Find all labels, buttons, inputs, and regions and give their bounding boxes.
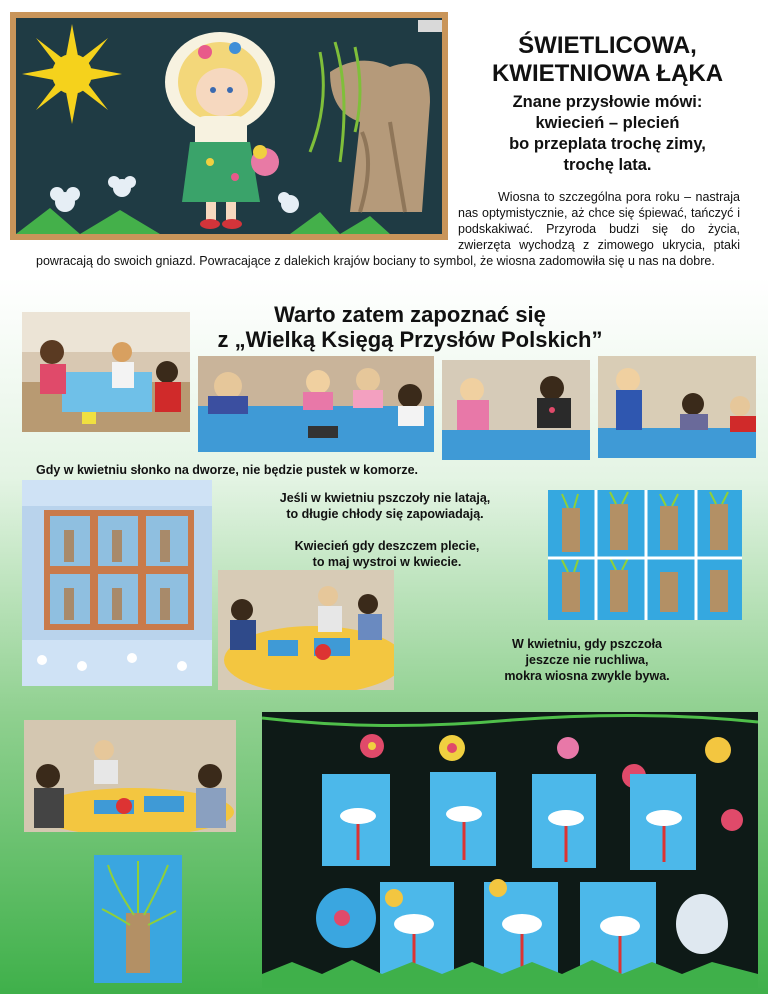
proverb-caption: Gdy w kwietniu słonko na dworze, nie będzie pustek w komorze. — [36, 463, 419, 477]
photo-round-table — [218, 570, 394, 690]
proverb-line: trochę lata. — [563, 156, 652, 174]
photo-storks-board — [262, 712, 758, 988]
photo-children-painting-1 — [22, 312, 190, 432]
intro-paragraph — [36, 189, 740, 269]
heading-line: z „Wielką Księgą Przysłów Polskich” — [217, 327, 603, 352]
title-line: KWIETNIOWA ŁĄKA — [491, 60, 724, 87]
proverb-line: kwiecień – plecień — [535, 114, 680, 132]
photo-tree-artworks — [548, 490, 742, 620]
caption-line: mokra wiosna zwykle bywa. — [504, 669, 670, 683]
caption-line: Kwiecień gdy deszczem plecie, — [294, 539, 480, 553]
proverb-line: Znane przysłowie mówi: — [512, 93, 703, 111]
photo-window-trees — [22, 480, 212, 686]
caption-line: W kwietniu, gdy pszczoła — [511, 637, 663, 651]
proverb-intro — [455, 92, 760, 176]
page-title — [455, 32, 760, 88]
proverb-caption — [220, 490, 550, 522]
photo-children-painting-4 — [598, 356, 756, 458]
proverb-caption — [222, 538, 552, 570]
caption-line: to długie chłody się zapowiadają. — [286, 507, 484, 521]
photo-children-painting-2 — [198, 356, 434, 452]
photo-tree-artwork-single — [94, 855, 182, 983]
proverb-caption — [442, 636, 732, 684]
proverb-line: bo przeplata trochę zimy, — [509, 135, 706, 153]
text-wrap-spacer — [36, 189, 458, 251]
photo-children-painting-3 — [442, 360, 590, 460]
title-line: ŚWIETLICOWA, — [518, 32, 697, 59]
caption-line: to maj wystroi w kwiecie. — [312, 555, 462, 569]
intro-text: Wiosna to szczególna pora roku – nastraja nas optymistycznie, aż chce się śpiewać, tańczyć i podskakiwać. Przyroda budzi się do życia, zwierzęta wychodzą z zimowego ukrycia, ptaki powracają do swoich gniazd. Powracające z dalekich krajów bociany to symbol, że wiosna zadomowiła się u nas na dobre. — [36, 190, 740, 268]
section-heading — [190, 302, 630, 352]
caption-line: jeszcze nie ruchliwa, — [525, 653, 649, 667]
photo-children-table-2 — [24, 720, 236, 832]
heading-line: Warto zatem zapoznać się — [274, 302, 546, 327]
caption-line: Jeśli w kwietniu pszczoły nie latają, — [279, 491, 491, 505]
